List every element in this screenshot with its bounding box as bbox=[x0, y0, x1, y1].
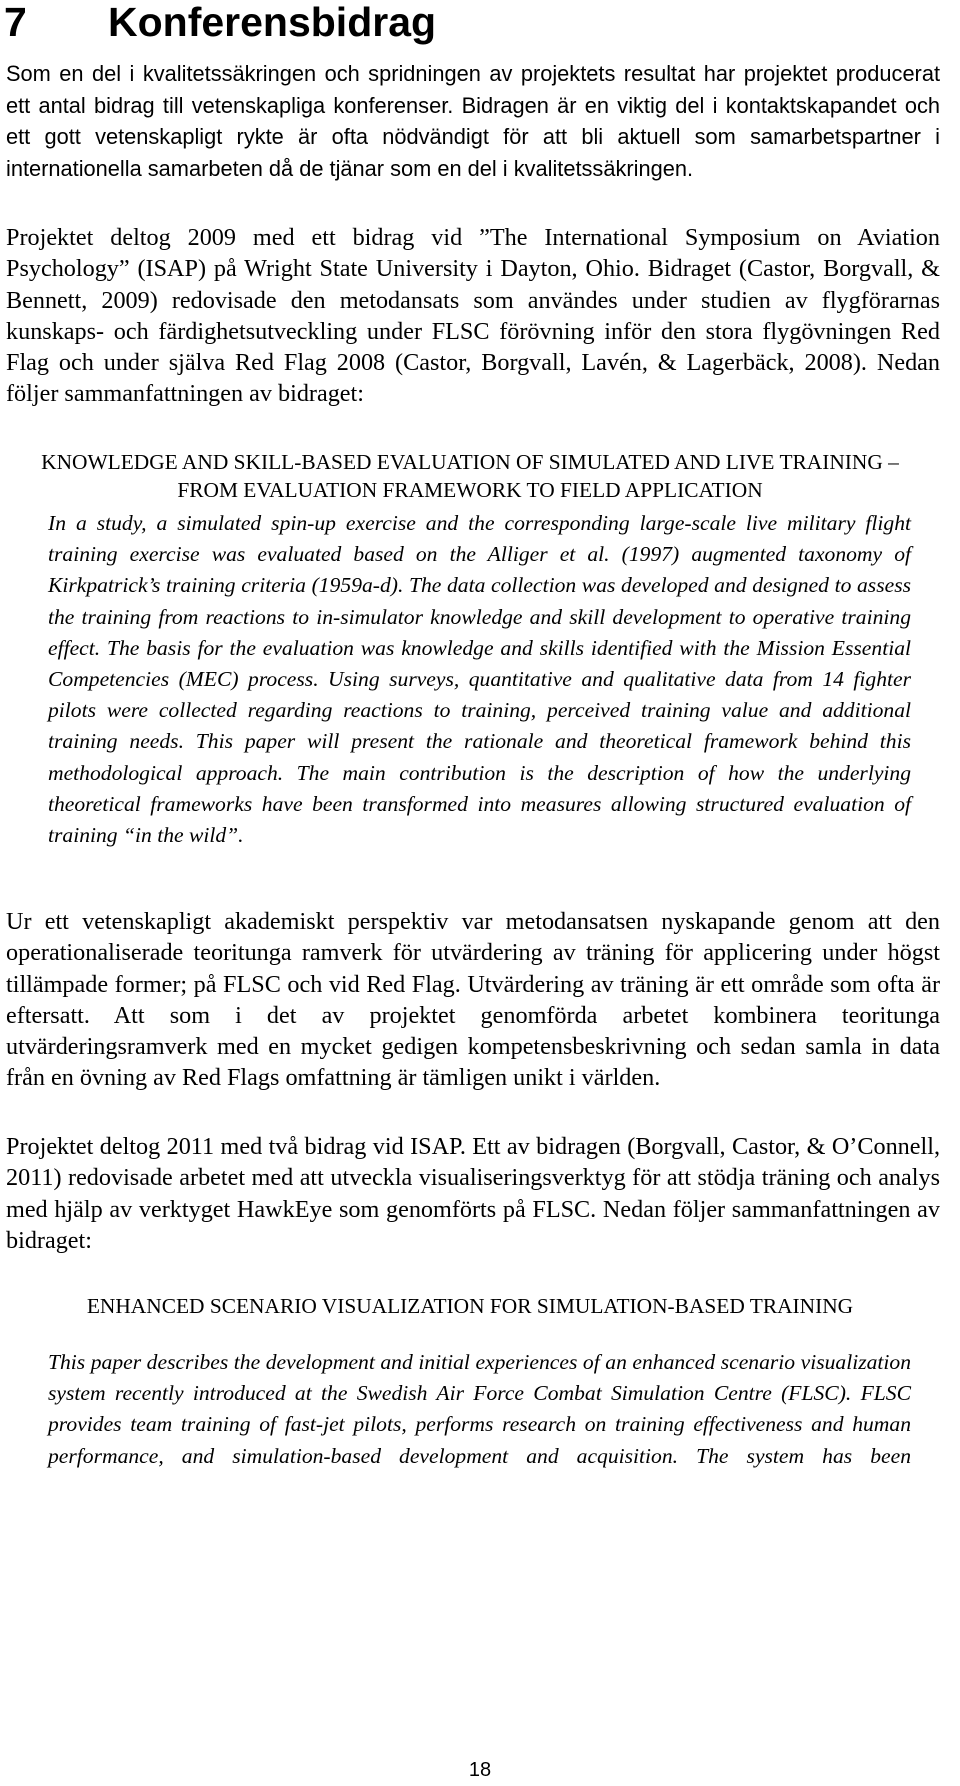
isap-2011-paragraph: Projektet deltog 2011 med två bidrag vid ISAP. Ett av bidragen (Borgvall, Castor, & O’Connell, 2011) redovisade arbetet med att utveckla visualiseringsverktyg för att stödja träning och analys med hjälp av verktyget HawkEye som genomförts på FLSC. Nedan följer sammanfattningen av bidraget: bbox=[6, 1133, 940, 1254]
section-number: 7 bbox=[4, 0, 27, 45]
isap-2009-paragraph: Projektet deltog 2009 med ett bidrag vid ”The International Symposium on Aviation Psychology” (ISAP) på Wright State University i Dayton, Ohio. Bidraget (Castor, Borgvall, & Bennett, 2009) redovisade den metodansats som användes under studien av flygförarnas kunskaps- och färdighetsutveckling under FLSC förövning inför den stora flygövningen Red Flag och under själva Red Flag 2008 (Castor, Borgvall, Lavén, & Lagerbäck, 2008). Nedan följer sammanfattningen av bidraget: bbox=[6, 224, 940, 408]
abstract-1-text: In a study, a simulated spin-up exercise and the corresponding large-scale live military flight training exercise was evaluated based on the Alliger et al. (1997) augmented taxonomy of Kirkpatrick’s training criteria (1959a-d). The data collection was developed and designed to assess the training from reactions to in-simulator knowledge and skill development to operative training effect. The basis for the evaluation was knowledge and skills identified with the Mission Essential Competencies (MEC) process. Using surveys, quantitative and qualitative data from 14 fighter pilots were collected regarding reactions to training, perceived training value and additional training needs. This paper will present the rationale and theoretical framework behind this methodological approach. The main contribution is the description of how the underlying theoretical frameworks have been transformed into measures allowing structured evaluation of training “in the wild”. bbox=[48, 511, 911, 848]
abstract-2-title: ENHANCED SCENARIO VISUALIZATION FOR SIMULATION-BASED TRAINING bbox=[86, 1294, 854, 1318]
perspective-paragraph: Ur ett vetenskapligt akademiskt perspektiv var metodansatsen nyskapande genom att den operationaliserade teoritunga ramverk för utvärdering av träning för applicering under högst tillämpade former; på FLSC och vid Red Flag. Utvärdering av träning är ett område som ofta är eftersatt. Att som i det av projektet genomförda arbetet kombinera teoritunga utvärderingsramverk med en mycket gedigen kompetensbeskrivning och sedan samla in data från en övning av Red Flags omfattning är tämligen unikt i världen. bbox=[6, 908, 940, 1092]
abstract-2-text: This paper describes the development and initial experiences of an enhanced scenario visualization system recently introduced at the Swedish Air Force Combat Simulation Centre (FLSC). FLSC provides team training of fast-jet pilots, performs research on training effectiveness and human performance, and simulation-based development and acquisition. The system has been bbox=[48, 1350, 911, 1468]
page-number: 18 bbox=[468, 1759, 492, 1781]
section-heading bbox=[4, 0, 436, 46]
intro-paragraph: Som en del i kvalitetssäkringen och spridningen av projektets resultat har projektet producerat ett antal bidrag till vetenskapliga konferenser. Bidragen är en viktig del i kontaktskapandet och ett gott vetenskapligt rykte är ofta nödvändigt för att bli aktuell som samarbetspartner i internationella samarbeten då de tjänar som en del i kvalitetssäkringen. bbox=[6, 61, 940, 181]
abstract-1-title: KNOWLEDGE AND SKILL-BASED EVALUATION OF SIMULATED AND LIVE TRAINING – FROM EVALUATION FRAMEWORK TO FIELD APPLICATION bbox=[41, 450, 899, 502]
section-title: Konferensbidrag bbox=[108, 0, 437, 45]
